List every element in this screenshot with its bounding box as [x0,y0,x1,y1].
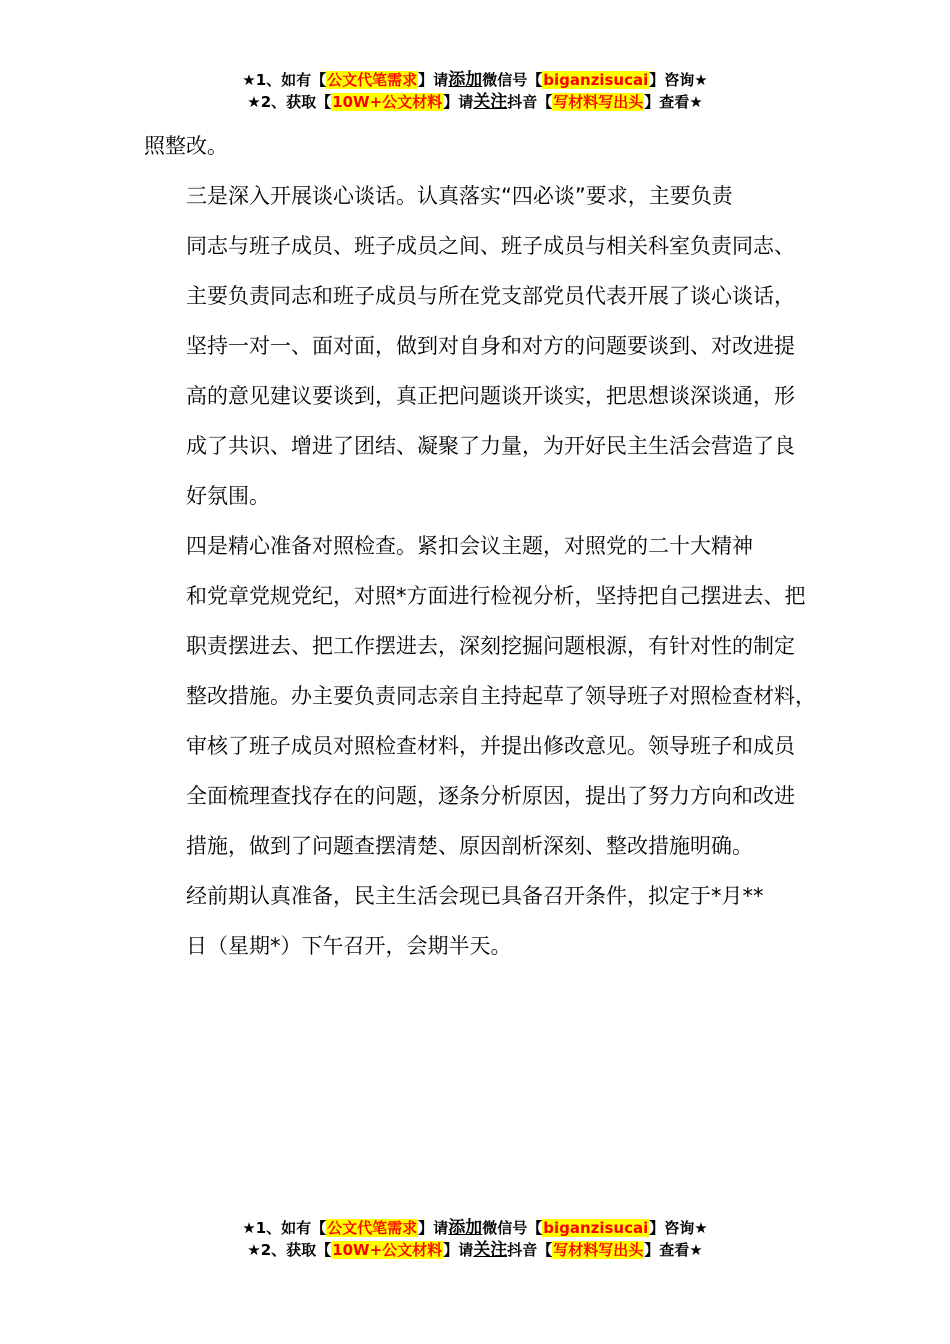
footer-highlight-materials: 10W+公文材料 [332,1241,443,1259]
highlight-materials: 10W+公文材料 [332,93,443,111]
document-body [144,121,828,971]
header-banner [0,69,950,113]
highlight-douyin-account: 写材料写出头 [553,93,644,111]
highlight-wechat-id: biganzisucai [543,71,649,89]
footer-banner [0,1217,950,1261]
banner-line-1: ★1、如有【公文代笔需求】请添加微信号【biganzisucai】咨询★ [242,70,708,90]
paragraph-talks: 三是深入开展谈心谈话。认真落实“四必谈”要求，主要负责 同志与班子成员、班子成员之间、班子成员与相关科室负责同志、 主要负责同志和班子成员与所在党支部党员代表开展了谈心谈话， 坚持一对一、面对面，做到对自身和对方的问题要谈到、对改进提 高的意见建议要谈到，真正把问题谈开谈实，把思想谈深谈通，形 成了共识、增进了团结、凝聚了力量，为开好民主生活会营造了良 好氛围。 [186,184,795,508]
footer-highlight-douyin-account: 写材料写出头 [553,1241,644,1259]
footer-banner-line-2: ★2、获取【10W+公文材料】请关注抖音【写材料写出头】查看★ [247,1240,703,1260]
banner-line-2: ★2、获取【10W+公文材料】请关注抖音【写材料写出头】查看★ [247,92,703,112]
paragraph-continuation: 照整改。 [144,134,228,158]
highlight-service: 公文代笔需求 [327,71,418,89]
footer-highlight-service: 公文代笔需求 [327,1219,418,1237]
footer-banner-line-1: ★1、如有【公文代笔需求】请添加微信号【biganzisucai】咨询★ [242,1218,708,1238]
paragraph-schedule: 经前期认真准备，民主生活会现已具备召开条件，拟定于*月** 日（星期*）下午召开，会期半天。 [186,884,764,958]
footer-highlight-wechat-id: biganzisucai [543,1219,649,1237]
paragraph-inspection: 四是精心准备对照检查。紧扣会议主题，对照党的二十大精神 和党章党规党纪，对照*方面进行检视分析，坚持把自己摆进去、把 职责摆进去、把工作摆进去，深刻挖掘问题根源，有针对性的制定 整改措施。办主要负责同志亲自主持起草了领导班子对照检查材料， 审核了班子成员对照检查材料，并提出修改意见。领导班子和成员 全面梳理查找存在的问题，逐条分析原因，提出了努力方向和改进 措施，做到了问题查摆清楚、原因剖析深刻、整改措施明确。 [186,534,816,858]
